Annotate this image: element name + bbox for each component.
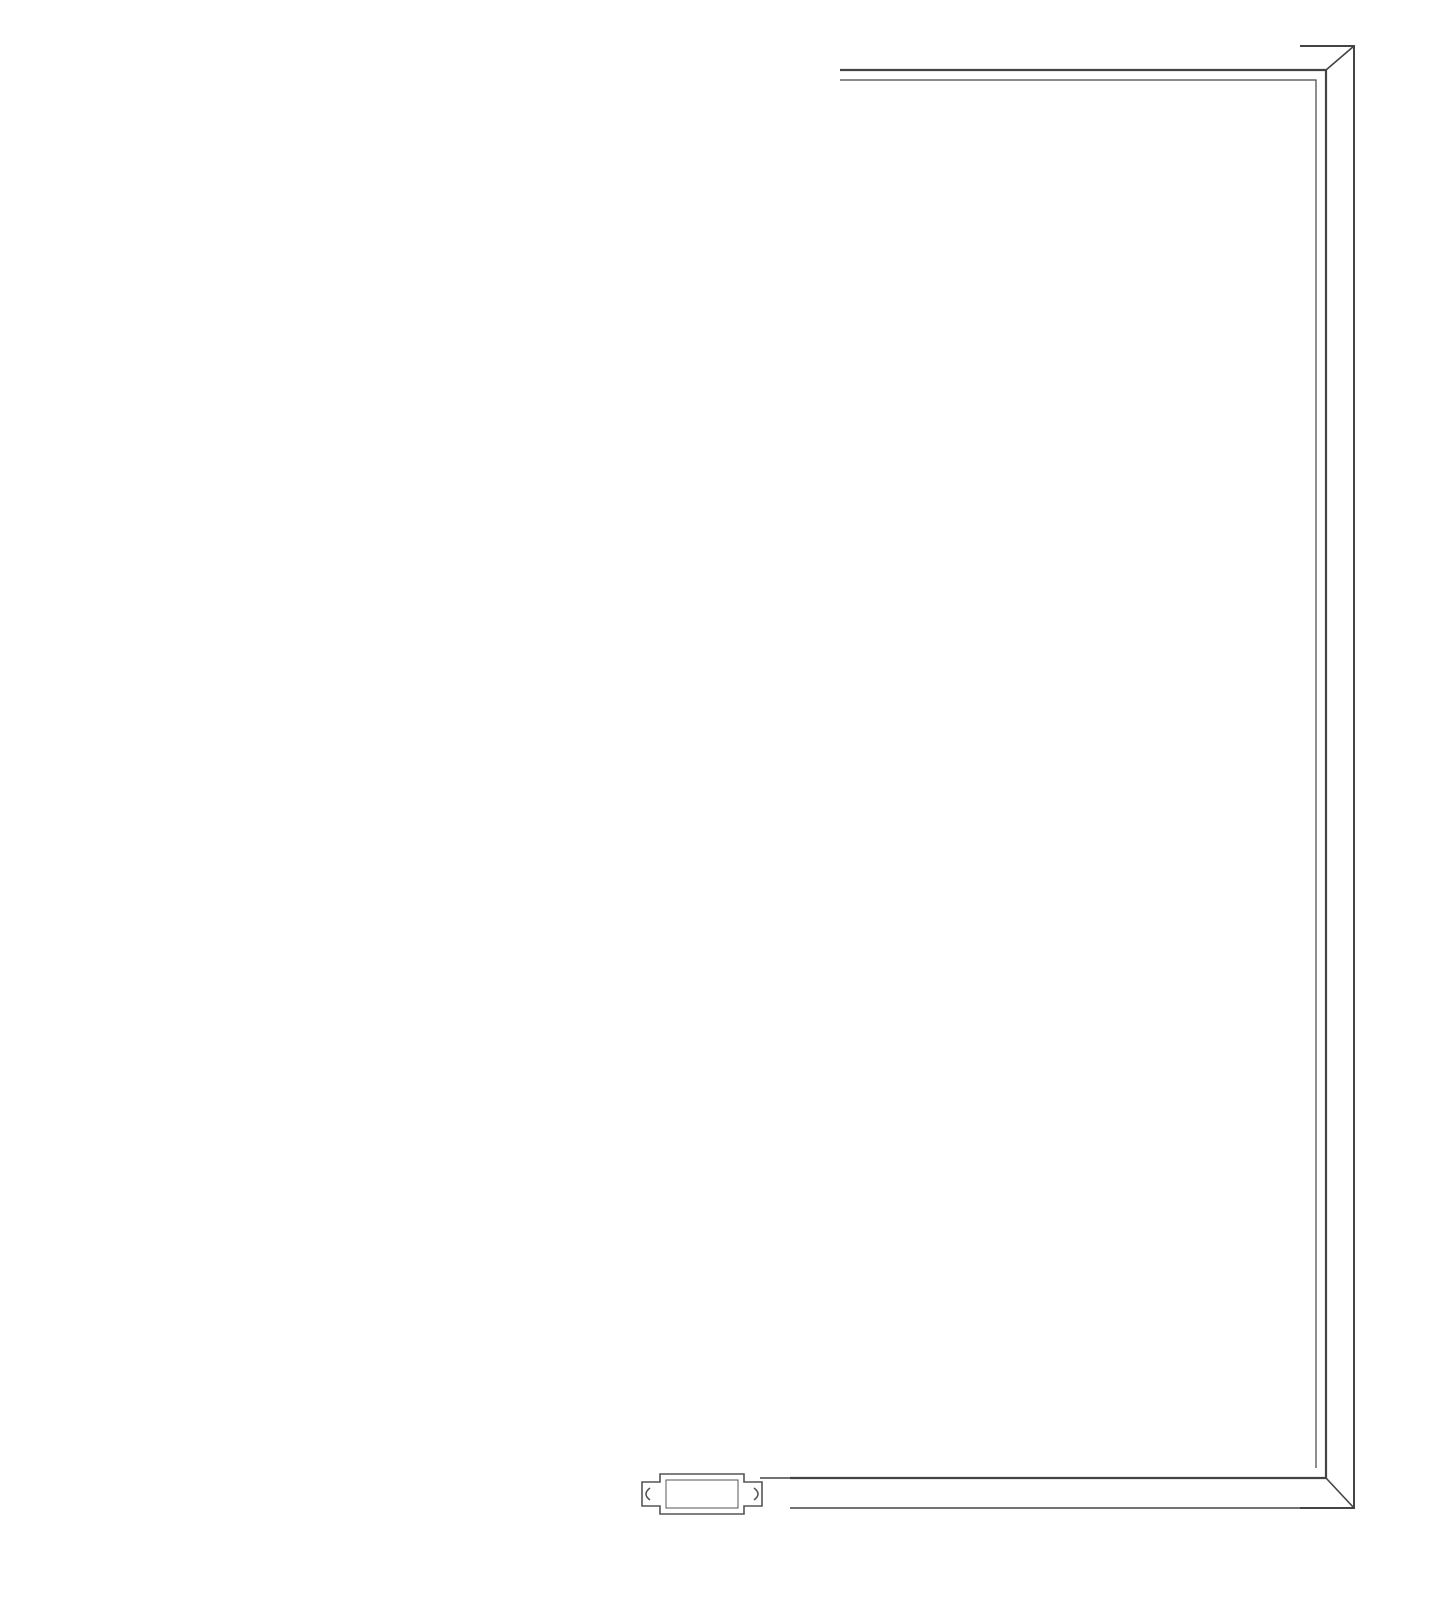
- frame-lines: [760, 46, 1354, 1508]
- page-number: [646, 1470, 758, 1516]
